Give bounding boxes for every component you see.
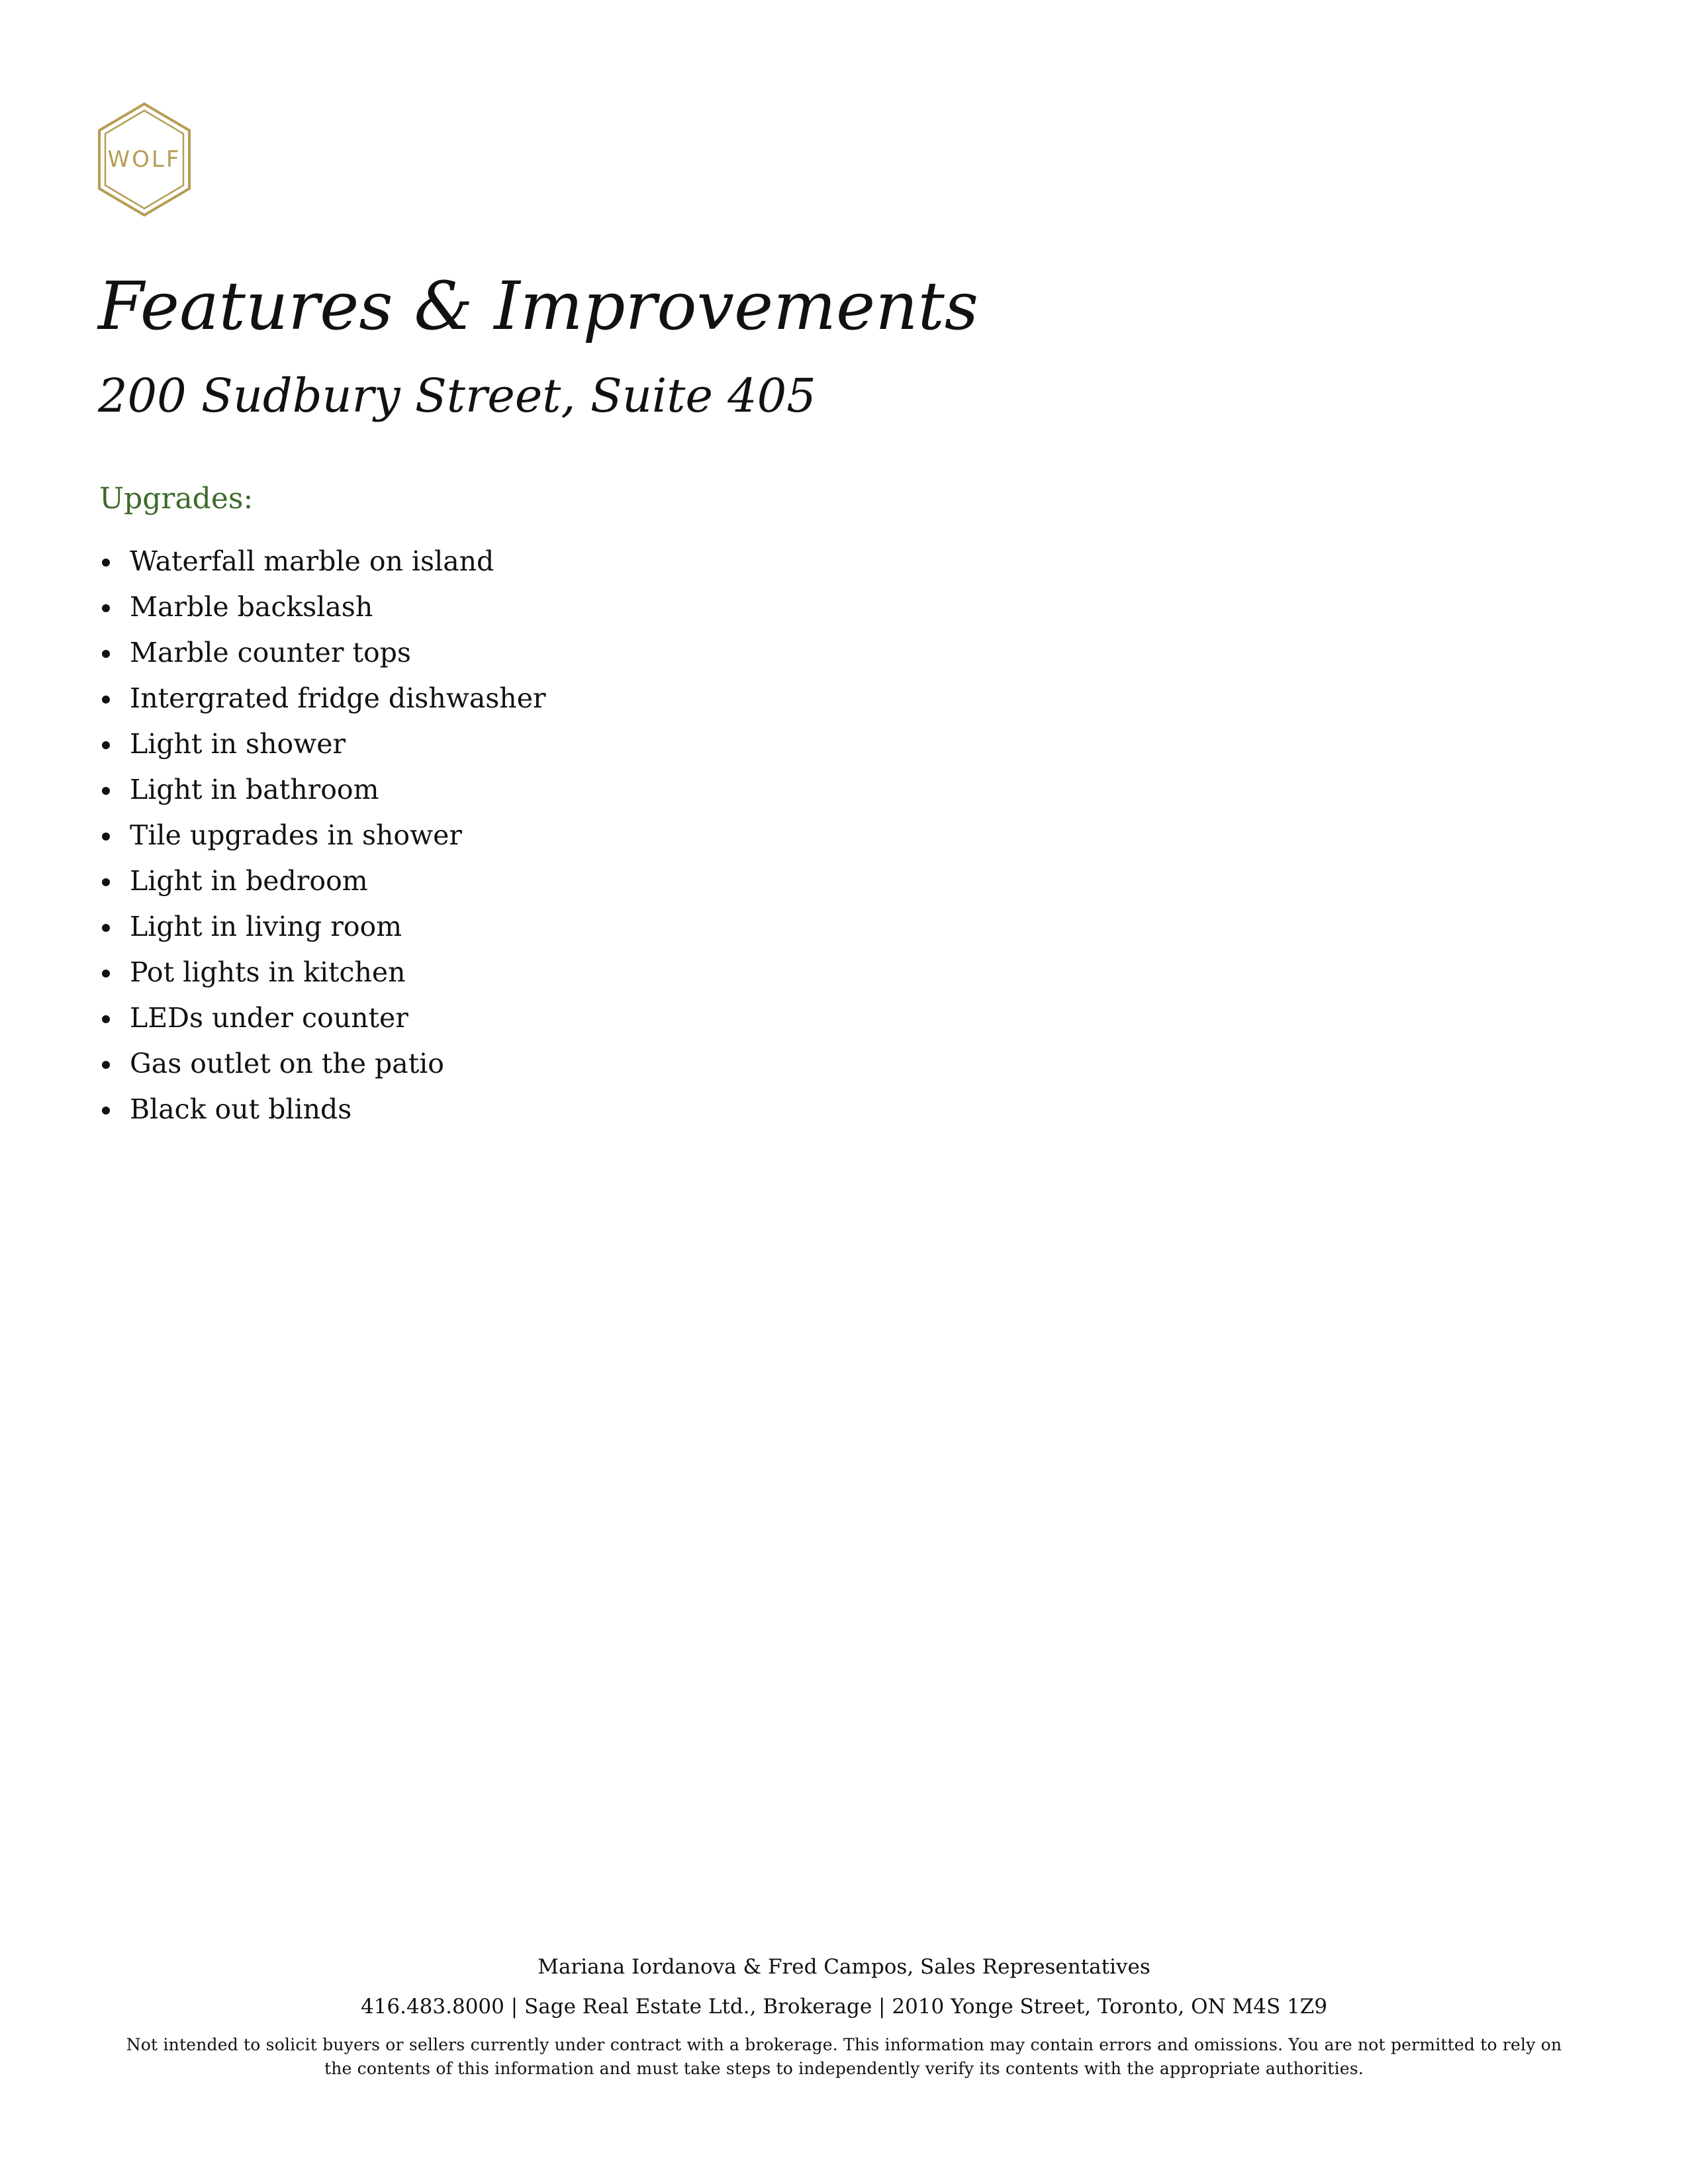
list-item: Intergrated fridge dishwasher	[99, 676, 894, 721]
footer-contact: 416.483.8000 | Sage Real Estate Ltd., Brokerage | 2010 Yonge Street, Toronto, ON M4S 1Z9	[360, 1995, 1328, 2019]
disclaimer-line-2: the contents of this information and must take steps to independently verify its contents with the appropriate authorities.	[324, 2059, 1364, 2078]
footer-representatives: Mariana Iordanova & Fred Campos, Sales Representatives	[538, 1955, 1150, 1979]
list-item: Marble counter tops	[99, 630, 894, 676]
upgrades-list	[99, 539, 894, 1132]
list-item: Waterfall marble on island	[99, 539, 894, 584]
list-item: Gas outlet on the patio	[99, 1041, 894, 1087]
wolf-logo	[95, 101, 193, 218]
list-item: Tile upgrades in shower	[99, 813, 894, 858]
page-title: Features & Improvements	[98, 267, 979, 345]
list-item: Light in bedroom	[99, 858, 894, 904]
list-item: Light in bathroom	[99, 767, 894, 813]
upgrades-heading: Upgrades:	[99, 482, 254, 516]
list-item: Black out blinds	[99, 1087, 894, 1132]
logo-text: WOLF	[107, 146, 181, 173]
footer-disclaimer	[99, 2033, 1589, 2081]
list-item: Marble backslash	[99, 584, 894, 630]
property-address: 200 Sudbury Street, Suite 405	[98, 369, 816, 423]
list-item: Light in shower	[99, 721, 894, 767]
disclaimer-line-1: Not intended to solicit buyers or sellers currently under contract with a brokerage. This information may contain errors and omissions. You are not permitted to rely on	[126, 2035, 1562, 2054]
list-item: LEDs under counter	[99, 995, 894, 1041]
list-item: Pot lights in kitchen	[99, 950, 894, 995]
list-item: Light in living room	[99, 904, 894, 950]
footer	[99, 1952, 1589, 2081]
